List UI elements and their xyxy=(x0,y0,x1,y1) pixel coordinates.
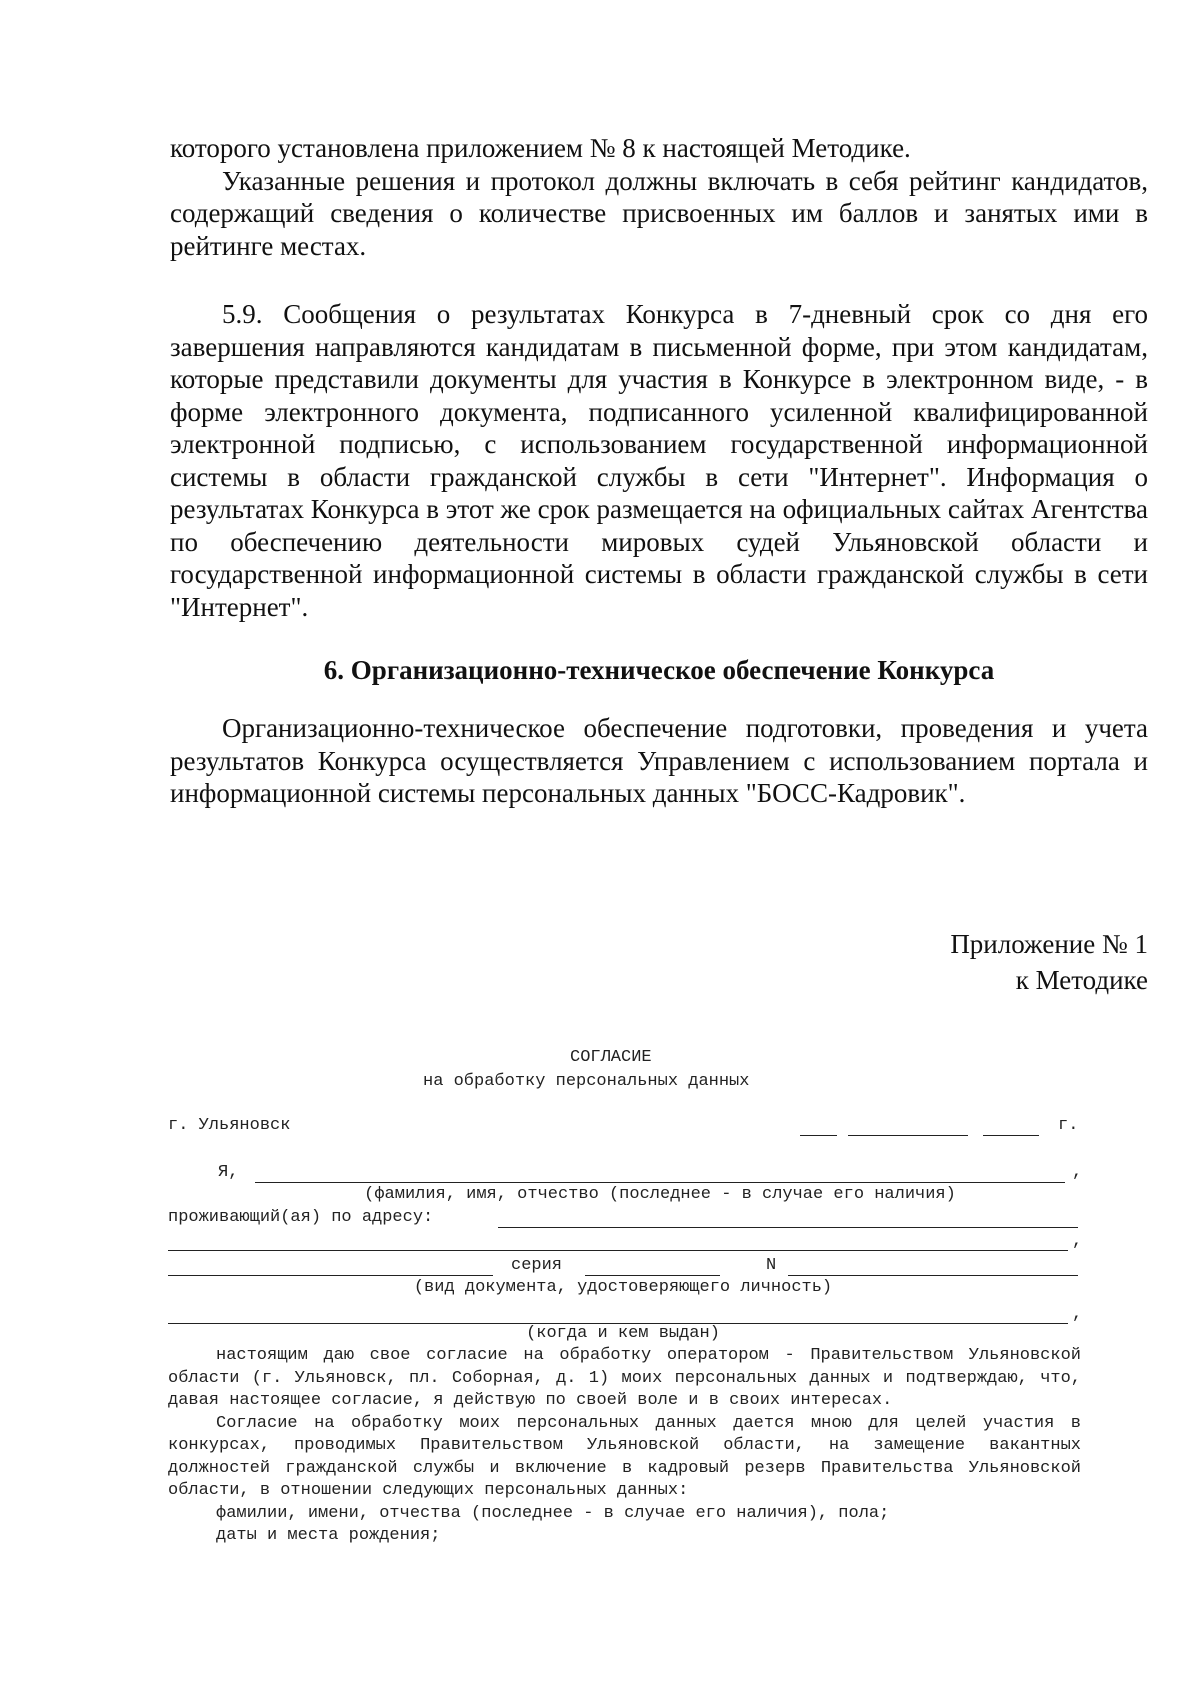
date-month-line xyxy=(848,1135,968,1136)
address-line-2 xyxy=(168,1250,1068,1251)
issued-caption: (когда и кем выдан) xyxy=(526,1324,720,1343)
fio-caption: (фамилия, имя, отчество (последнее - в случае его наличия) xyxy=(364,1185,956,1204)
fio-line xyxy=(255,1182,1065,1183)
list-item: даты и места рождения; xyxy=(216,1526,441,1545)
consent-text: настоящим даю свое согласие на обработку оператором - Правительством Ульяновской области (г. Ульяновск, пл. Соборная, д. 1) моих персональных данных и подтверждаю, что, давая настоящее согласие, я действую по своей воле и в своих интересах. xyxy=(168,1346,1081,1410)
address-comma: , xyxy=(1072,1232,1083,1251)
number-line xyxy=(788,1275,1078,1276)
purpose-text: Согласие на обработку моих персональных данных дается мною для целей участия в конкурсах, проводимых Правительством Ульяновской области, на замещение вакантных должностей гражданской службы и включение в кадровый резерв Правительства Ульяновской области, в отношении следующих персональных данных: xyxy=(168,1413,1081,1500)
number-label: N xyxy=(766,1256,777,1275)
appendix-reference: к Методике xyxy=(1015,965,1148,995)
appendix-number: Приложение № 1 xyxy=(950,929,1148,959)
doc-type-line xyxy=(168,1275,493,1276)
doc-caption: (вид документа, удостоверяющего личность) xyxy=(413,1278,833,1297)
paragraph-5-9: 5.9. Сообщения о результатах Конкурса в 7-дневный срок со дня его завершения направляются кандидатам в письменной форме, при этом кандидатам, которые представили документы для участия в Конкурсе в электронном виде, - в форме электронного документа, подписанного усиленной квалифицированной электронной подписью, с использованием государственной информационной системы в области гражданской службы в сети "Интернет". Информация о результатах Конкурса в этот же срок размещается на официальных сайтах Агентства по обеспечению деятельности мировых судей Ульяновской области и государственной информационной системы в области гражданской службы в сети "Интернет". xyxy=(170,299,1148,622)
form-title: СОГЛАСИЕ xyxy=(570,1048,652,1067)
date-year-line xyxy=(983,1135,1039,1136)
address-line-1 xyxy=(498,1227,1078,1228)
consent-body xyxy=(168,1345,1081,1548)
paragraph-section-6: Организационно-техническое обеспечение подготовки, проведения и учета результатов Конкурса осуществляется Управлением с использованием портала и информационной системы персональных данных "БОСС-Кадровик". xyxy=(170,713,1148,808)
paragraph-continuation: которого установлена приложением № 8 к настоящей Методике. xyxy=(170,133,911,163)
address-label: проживающий(ая) по адресу: xyxy=(168,1208,434,1227)
paragraph-decisions: Указанные решения и протокол должны включать в себя рейтинг кандидатов, содержащий сведения о количестве присвоенных им баллов и занятых ими в рейтинге местах. xyxy=(170,165,1148,261)
form-city: г. Ульяновск xyxy=(168,1116,291,1135)
issued-comma: , xyxy=(1072,1305,1083,1324)
continuation-text xyxy=(170,132,1148,262)
list-item: фамилии, имени, отчества (последнее - в случае его наличия), пола; xyxy=(216,1503,890,1523)
form-subtitle: на обработку персональных данных xyxy=(423,1072,750,1091)
form-i-label: Я, xyxy=(218,1163,239,1182)
series-label: серия xyxy=(511,1256,563,1275)
appendix-label xyxy=(748,926,1148,998)
section-6-heading: 6. Организационно-техническое обеспечение Конкурса xyxy=(323,655,995,685)
year-suffix: г. xyxy=(1058,1116,1079,1135)
section-6 xyxy=(170,712,1148,810)
series-line xyxy=(585,1275,720,1276)
date-day-line xyxy=(800,1135,837,1136)
section-5-9 xyxy=(170,298,1148,623)
fio-comma: , xyxy=(1072,1163,1083,1182)
